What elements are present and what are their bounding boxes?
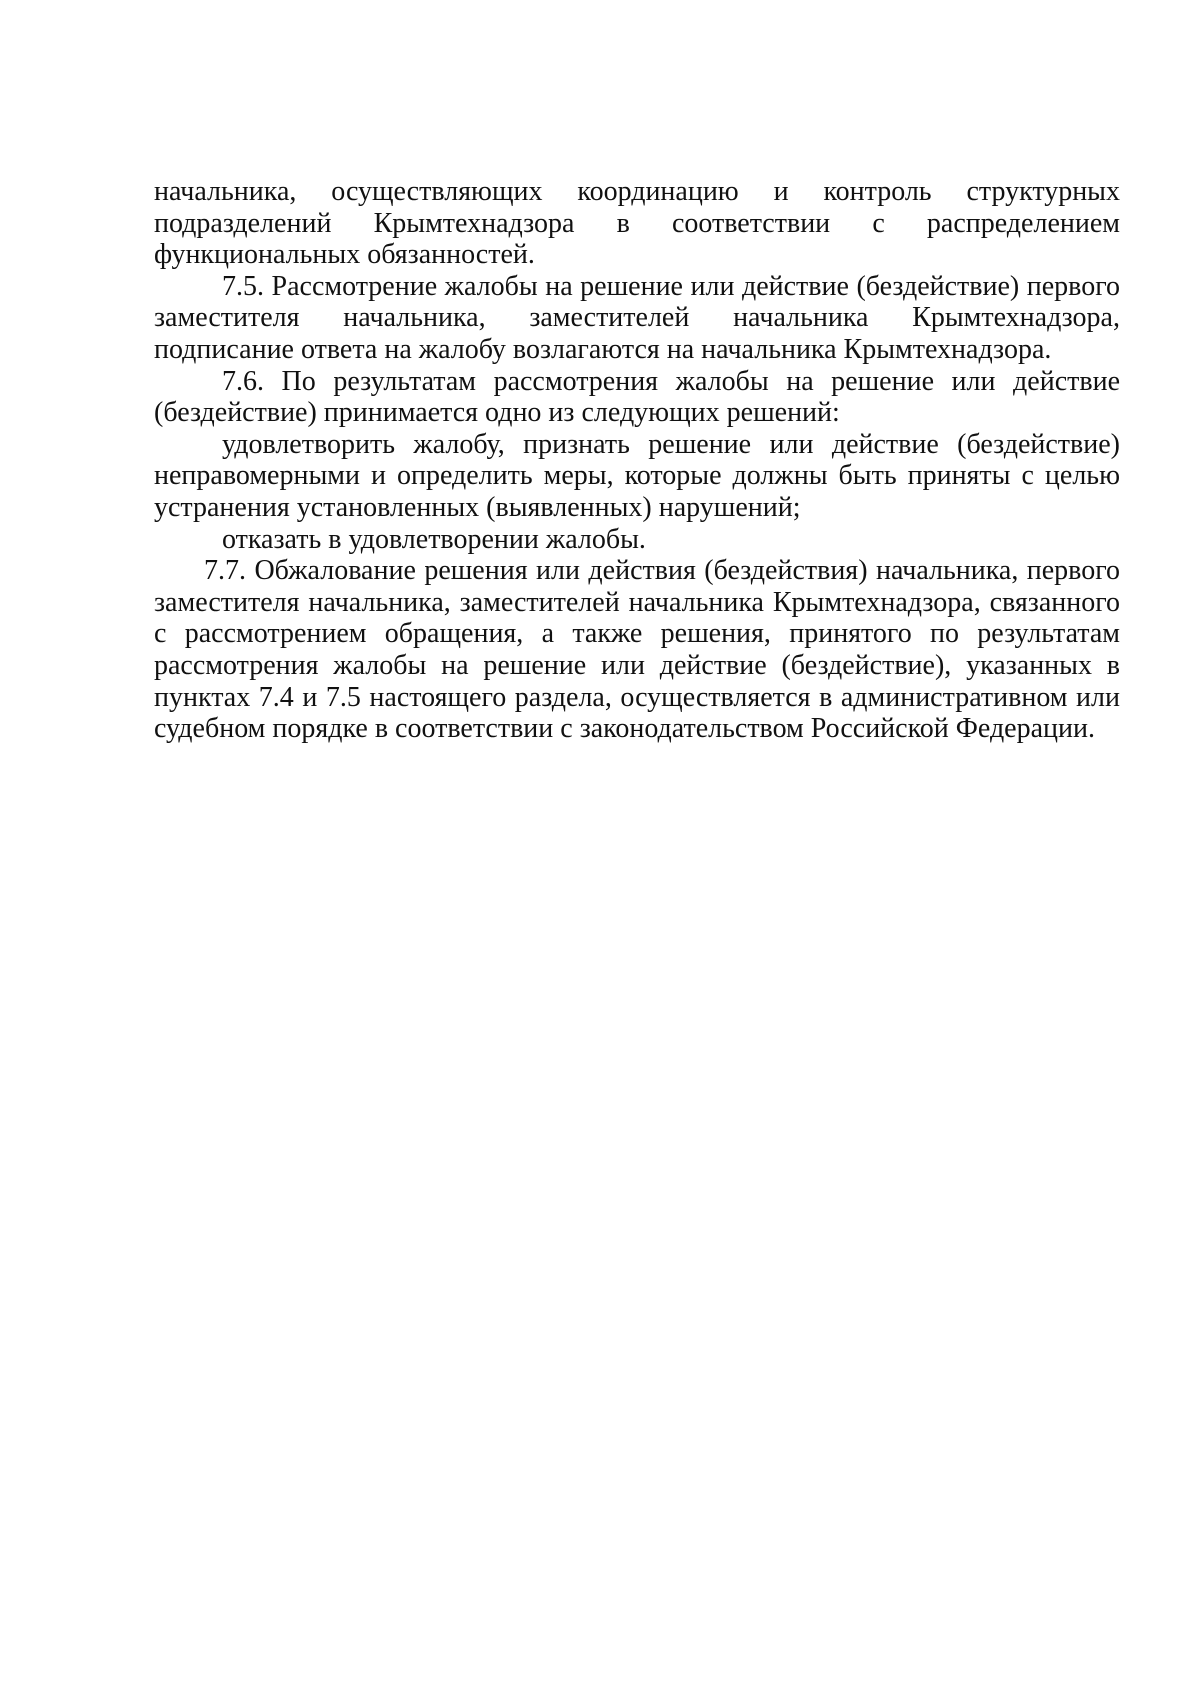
paragraph-7-6-option-satisfy: удовлетворить жалобу, признать решение или действие (бездействие) неправомерными и определить меры, которые должны быть приняты с целью устранения установленных (выявленных) нарушений; <box>154 428 1120 523</box>
paragraph-7-5: 7.5. Рассмотрение жалобы на решение или действие (бездействие) первого заместителя начальника, заместителей начальника Крымтехнадзора, подписание ответа на жалобу возлагаются на начальника Крымтехнадзора. <box>154 270 1120 365</box>
paragraph-7-6-option-refuse: отказать в удовлетворении жалобы. <box>222 523 646 555</box>
paragraph-7-6: 7.6. По результатам рассмотрения жалобы на решение или действие (бездействие) принимается одно из следующих решений: <box>154 365 1120 429</box>
document-body <box>154 176 1120 745</box>
paragraph-7-7: 7.7. Обжалование решения или действия (бездействия) начальника, первого заместителя начальника, заместителей начальника Крымтехнадзора, связанного с рассмотрением обращения, а также решения, принятого по результатам рассмотрения жалобы на решение или действие (бездействие), указанных в пунктах 7.4 и 7.5 настоящего раздела, осуществляется в административном или судебном порядке в соответствии с законодательством Российской Федерации. <box>154 555 1120 745</box>
paragraph-continuation: начальника, осуществляющих координацию и контроль структурных подразделений Крымтехнадзора в соответствии с распределением функциональных обязанностей. <box>154 176 1120 271</box>
